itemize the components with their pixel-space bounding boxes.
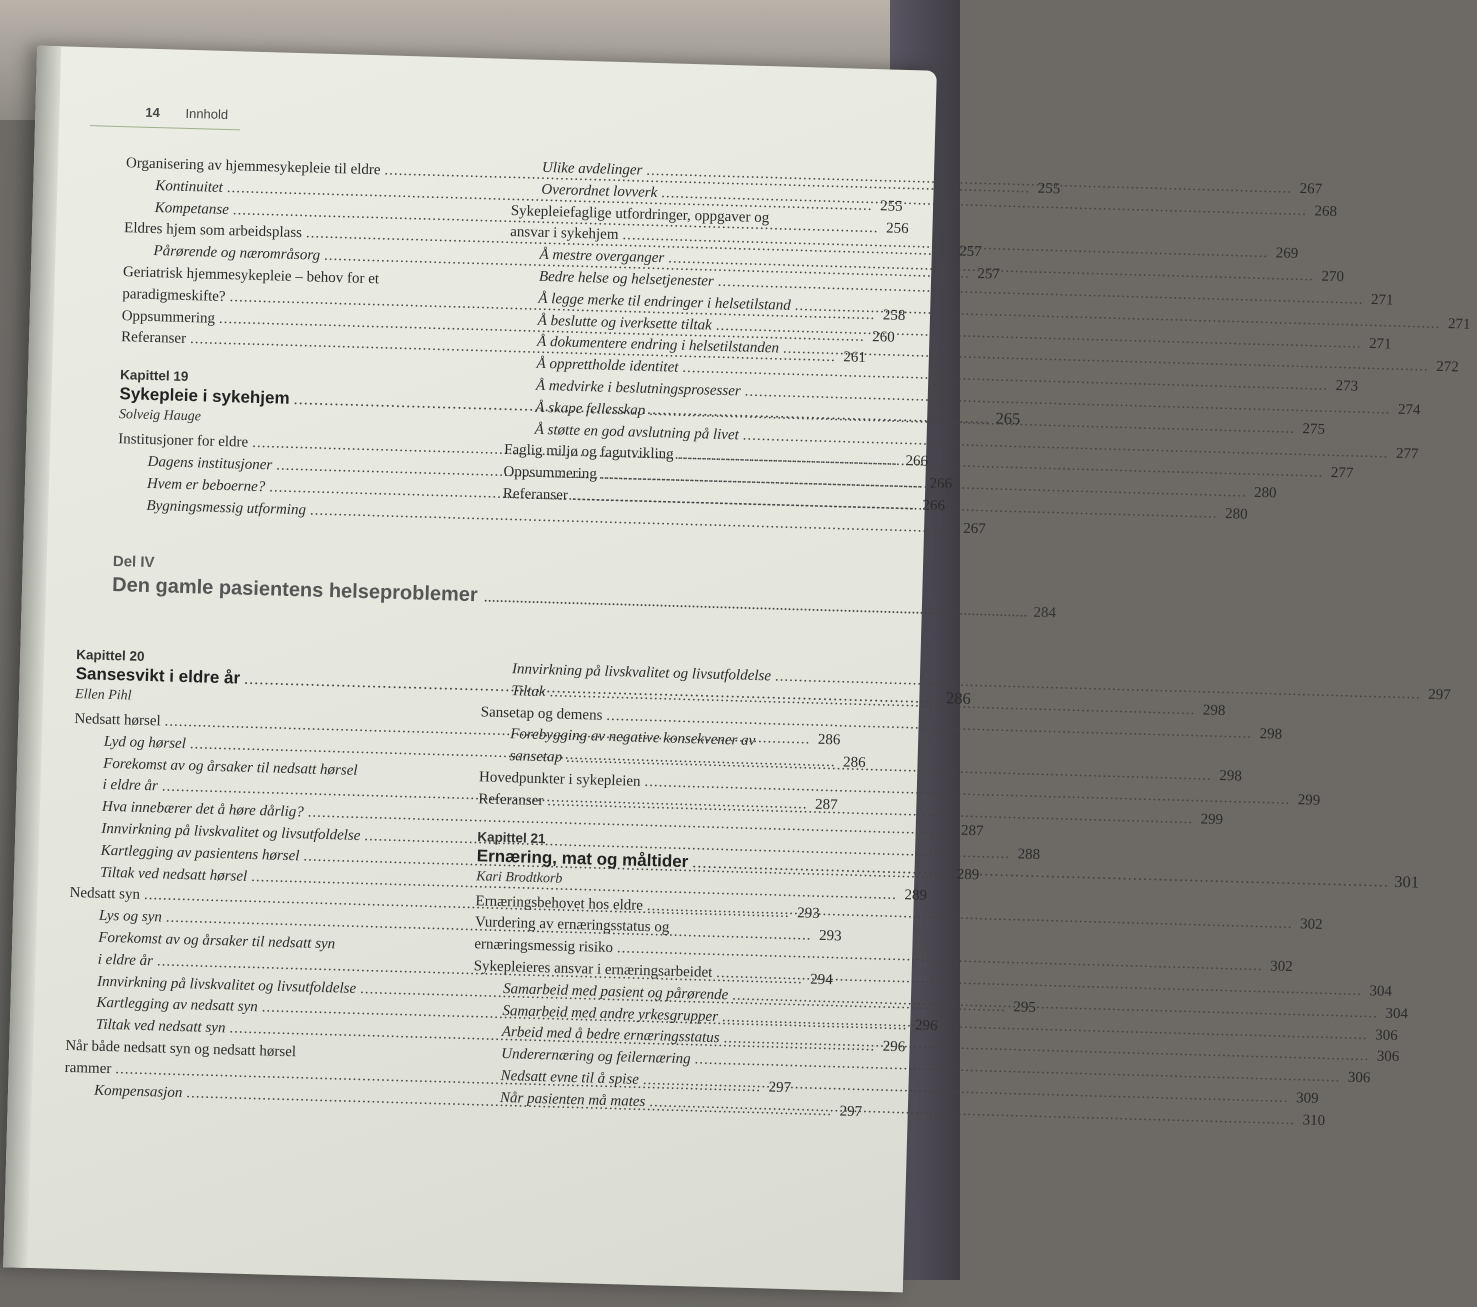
book-spine [3, 46, 61, 1268]
toc-entry-title: Lys og syn [98, 907, 163, 926]
toc-entry-page: 256 [885, 220, 909, 237]
toc-entry-page: 273 [1335, 378, 1359, 395]
toc-entry-page: 280 [1253, 484, 1277, 502]
toc-entry-title: Sansetap og demens [480, 703, 603, 724]
toc-entry-title: Når både nedsatt syn og nedsatt hørsel [65, 1037, 297, 1061]
section-title: Innhold [185, 105, 229, 123]
toc-entry-page: 302 [1299, 915, 1323, 933]
toc-entry-title: Hovedpunkter i sykepleien [478, 769, 641, 790]
toc-entry-page: 289 [904, 886, 928, 904]
toc-entry-page: 255 [879, 198, 903, 215]
toc-entry-page: 302 [1270, 958, 1293, 976]
toc-entry-title: Oppsummering [503, 464, 598, 483]
toc-entry-title: Kompetanse [154, 199, 230, 218]
running-head [145, 105, 228, 122]
toc-entry-page: 277 [1330, 465, 1354, 482]
toc-entry-page: 304 [1369, 983, 1393, 1000]
toc-entry-title: ansvar i sykehjem [509, 224, 619, 244]
page-number: 14 [145, 104, 161, 121]
toc-entry-title: Referanser [502, 485, 569, 504]
toc-entry-page: 271 [1447, 315, 1471, 333]
toc-entry-page: 297 [1428, 686, 1451, 704]
toc-entry-title: Å dokumentere endring i helsetilstanden [536, 334, 780, 357]
toc-entry-page: 293 [796, 905, 820, 923]
toc-entry-page: 269 [1275, 245, 1299, 263]
toc-entry-title: ernæringsmessig risiko [474, 936, 614, 957]
toc-entry-page: 277 [1395, 445, 1419, 462]
part-heading [111, 552, 1057, 622]
toc-entry-title: Referanser [120, 329, 187, 348]
toc-entry-title: Kontinuitet [155, 177, 224, 196]
toc-entry-title: Nedsatt syn [69, 885, 141, 904]
toc-entry-title: Nedsatt evne til å spise [500, 1067, 640, 1088]
toc-entry-page: 260 [872, 328, 895, 346]
toc-entry-page: 306 [1347, 1069, 1371, 1087]
toc-entry-page: 289 [956, 866, 980, 884]
toc-entry-page: 255 [1037, 180, 1061, 198]
toc-entry-title: Sykepleiefaglige utfordringer, oppgaver og [510, 202, 770, 226]
toc-entry-title: Samarbeid med andre yrkesgrupper [502, 1002, 719, 1025]
toc-entry-page: 258 [882, 307, 906, 324]
toc-entry-title: Å mestre overganger [539, 246, 665, 267]
toc-entry-page: 257 [977, 266, 1001, 283]
toc-entry-page: 271 [1370, 292, 1394, 309]
toc-entry-page: 298 [1259, 725, 1283, 743]
chapter-title: Sykepleie i sykehjem [119, 384, 290, 409]
part-page: 284 [1033, 604, 1057, 622]
part-label: Del IV [112, 552, 155, 572]
toc-entry-page: 287 [960, 822, 984, 840]
toc-entry-title: Dagens institusjoner [147, 453, 273, 474]
toc-entry-title: Kompensasjon [93, 1082, 183, 1101]
toc-entry-title: Bedre helse og helsetjenester [538, 268, 714, 290]
toc-entry-title: Institusjoner for eldre [118, 431, 249, 451]
toc-entry-title: sansetap [509, 748, 563, 766]
toc-entry-page: 310 [1302, 1112, 1326, 1129]
toc-entry-page: 298 [1219, 768, 1243, 785]
toc-entry-page: 306 [1376, 1048, 1400, 1066]
toc-entry-page: 294 [810, 971, 833, 989]
chapter-title: Ernæring, mat og måltider [476, 845, 689, 871]
chapter-title: Sansesvikt i eldre år [75, 663, 241, 688]
toc-entry-title: Innvirkning på livskvalitet og livsutfoldelse [101, 820, 361, 844]
chapter-author: Solveig Hauge [118, 407, 202, 425]
part-title: Den gamle pasientens helseproblemer [111, 573, 479, 607]
toc-entry-page: 267 [962, 520, 986, 537]
toc-entry-title: Lyd og hørsel [103, 733, 187, 752]
toc-entry-page: 295 [1013, 998, 1037, 1016]
toc-entry-title: Samarbeid med pasient og pårørende [502, 980, 729, 1004]
toc-entry-title: Tiltak ved nedsatt hørsel [99, 864, 248, 885]
toc-entry-title: Å støtte en god avslutning på livet [534, 421, 740, 443]
toc-entry-title: Å beslutte og iverksette tiltak [537, 312, 713, 334]
toc-entry-title: Vurdering av ernæringsstatus og [474, 914, 670, 937]
chapter-page: 265 [995, 408, 1021, 429]
toc-entry-title: Forebygging av negative konsekvener av [509, 726, 756, 750]
toc-entry-title: Ernæringsbehovet hos eldre [475, 892, 644, 914]
header-rule [90, 125, 240, 130]
toc-entry-page: 257 [959, 243, 982, 261]
toc-entry-page: 268 [1314, 203, 1338, 220]
toc-entry-page: 309 [1295, 1090, 1319, 1107]
toc-entry-title: Overordnet lovverk [541, 181, 658, 201]
chapter-label: Kapittel 20 [76, 647, 145, 664]
toc-entry-page: 287 [814, 797, 838, 814]
toc-entry-title: Referanser [478, 791, 544, 809]
toc-entry-page: 293 [818, 928, 842, 945]
chapter-page: 286 [945, 688, 972, 708]
toc-entry-page: 270 [1321, 268, 1345, 286]
toc-entry-title: Oppsummering [121, 307, 216, 327]
toc-entry-title: Hva innebærer det å høre dårlig? [101, 798, 304, 821]
toc-entry-page: 296 [914, 1017, 938, 1035]
toc-entry-title: rammer [64, 1059, 112, 1077]
toc-entry-page: 297 [768, 1079, 792, 1096]
toc-entry-title: Arbeid med å bedre ernæringsstatus [501, 1024, 720, 1047]
toc-entry-page: 306 [1375, 1026, 1399, 1044]
toc-entry-page: 296 [882, 1038, 906, 1056]
book-page [3, 46, 1471, 1293]
toc-entry-page: 299 [1200, 811, 1224, 828]
toc-entry-title: Å medvirke i beslutningsprosesser [535, 377, 741, 400]
toc-entry-title: Kartlegging av nedsatt syn [96, 995, 258, 1016]
toc-entry-page: 266 [922, 497, 946, 514]
toc-entry-page: 288 [1017, 846, 1041, 863]
chapter-label: Kapittel 19 [119, 367, 189, 385]
toc-entry-page: 304 [1385, 1005, 1409, 1023]
toc-entry-title: Faglig miljø og fagutvikling [503, 442, 674, 463]
toc-entry-title: Geriatrisk hjemmesykepleie – behov for et [122, 264, 380, 288]
toc-entry-page: 299 [1297, 792, 1321, 809]
toc-entry-title: Hvem er beboerne? [146, 475, 266, 495]
toc-entry-page: 298 [1202, 702, 1226, 719]
toc-entry-page: 275 [1302, 420, 1326, 438]
chapter-label: Kapittel 21 [477, 828, 546, 846]
toc-entry-title: Tiltak ved nedsatt syn [95, 1016, 226, 1037]
toc-entry-title: Tiltak [511, 682, 546, 700]
toc-entry-page: 267 [1299, 180, 1323, 198]
toc-entry-title: Innvirkning på livskvalitet og livsutfoldelse [96, 973, 357, 997]
toc-entry-title: paradigmeskifte? [122, 285, 226, 305]
toc-entry-title: Underernæring og feilernæring [501, 1046, 691, 1068]
toc-entry-page: 297 [839, 1103, 863, 1120]
toc-entry-title: Å skape fellesskap [535, 399, 646, 419]
toc-entry-title: Å legge merke til endringer i helsetilstand [538, 290, 791, 314]
toc-entry-page: 280 [1224, 505, 1248, 523]
chapter-page: 301 [1394, 871, 1420, 892]
toc-entry-page: 274 [1397, 401, 1421, 419]
chapter-author: Ellen Pihl [74, 686, 132, 704]
chapter-author: Kari Brodtkorb [476, 868, 563, 887]
toc-entry-page: 286 [842, 754, 866, 771]
toc-entry-title: Når pasienten må mates [499, 1089, 646, 1110]
toc-entry-page: 271 [1368, 335, 1392, 353]
toc-entry-title: Å opprettholde identitet [536, 355, 679, 376]
toc-entry-title: Organisering av hjemmesykepleie til eldre [125, 155, 381, 179]
toc-entry-page: 266 [929, 475, 953, 493]
toc-entry-title: Ulike avdelinger [541, 159, 643, 179]
toc-entry-page: 272 [1435, 359, 1459, 376]
toc-entry-title: Innvirkning på livskvalitet og livsutfoldelse [511, 661, 772, 685]
toc-entry-title: Bygningsmessig utforming [146, 497, 307, 518]
toc-entry-title: Forekomst av og årsaker til nedsatt hørsel [102, 755, 358, 779]
toc-entry-title: Nedsatt hørsel [74, 710, 161, 730]
toc-entry-title: Sykepleieres ansvar i ernæringsarbeidet [473, 958, 713, 981]
toc-entry-page: 286 [817, 731, 841, 749]
toc-entry-title: Pårørende og nærområsorg [153, 243, 321, 264]
toc-entry-title: i eldre år [97, 951, 154, 970]
toc-entry-title: Kartlegging av pasientens hørsel [100, 842, 300, 865]
toc-entry-page: 261 [843, 349, 867, 367]
toc-entry-title: Eldres hjem som arbeidsplass [123, 220, 303, 242]
toc-entry-title: Forekomst av og årsaker til nedsatt syn [98, 929, 336, 953]
toc-entry-title: i eldre år [102, 777, 159, 795]
toc-entry-page: 266 [905, 453, 929, 470]
